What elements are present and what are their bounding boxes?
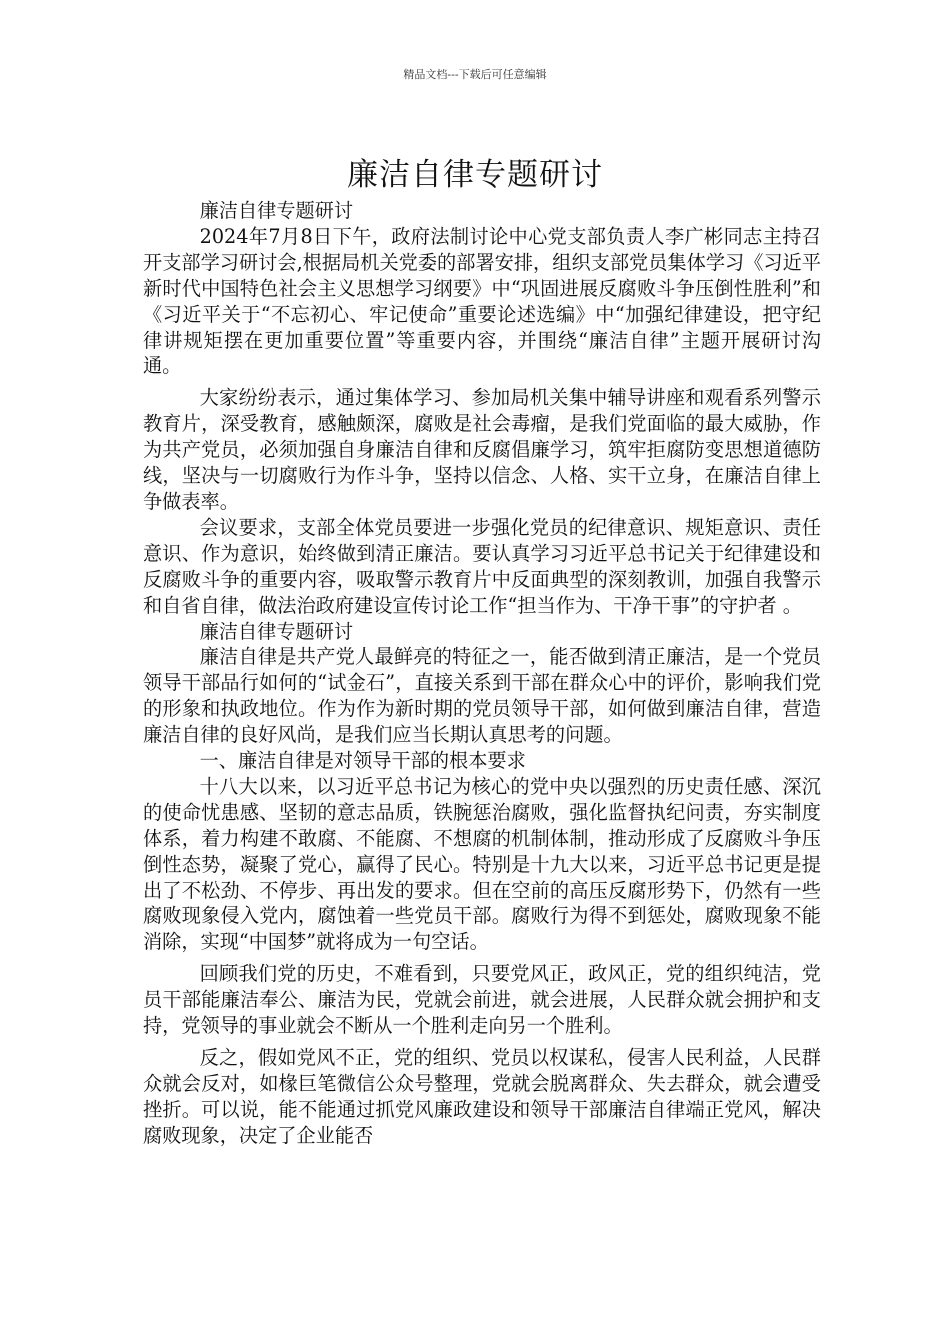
- paragraph-subtitle: 廉洁自律专题研讨: [199, 199, 354, 222]
- paragraph: 廉洁自律是共产党人最鲜亮的特征之一，能否做到清正廉洁，是一个党员领导干部品行如何的“试金石”，直接关系到干部在群众心中的评价，影响我们党的形象和执政地位。作为作为新时期的党员领导干部，如何做到廉洁自律，营造廉洁自律的良好风尚，是我们应当长期认真思考的问题。: [143, 645, 821, 747]
- document-body: [143, 198, 821, 1149]
- paragraph: 回顾我们党的历史，不难看到，只要党风正，政风正，党的组织纯洁，党员干部能廉洁奉公、廉洁为民，党就会前进，就会进展，人民群众就会拥护和支持，党领导的事业就会不断从一个胜利走向另一个胜利。: [143, 962, 821, 1038]
- section-heading: 一、廉洁自律是对领导干部的根本要求: [199, 749, 526, 773]
- paragraph: 大家纷纷表示，通过集体学习、参加局机关集中辅导讲座和观看系列警示教育片，深受教育，感触颇深，腐败是社会毒瘤，是我们党面临的最大威胁，作为共产党员，必须加强自身廉洁自律和反腐倡廉学习，筑牢拒腐防变思想道德防线，坚决与一切腐败行为作斗争，坚持以信念、人格、实干立身，在廉洁自律上争做表率。: [143, 386, 821, 513]
- paragraph: 会议要求，支部全体党员要进一步强化党员的纪律意识、规矩意识、责任意识、作为意识，始终做到清正廉洁。要认真学习习近平总书记关于纪律建设和反腐败斗争的重要内容，吸取警示教育片中反面典型的深刻教训，加强自我警示和自省自律，做法治政府建设宣传讨论工作“担当作为、干净干事”的守护者 。: [143, 515, 821, 617]
- paragraph: 2024年7月8日下午，政府法制讨论中心党支部负责人李广彬同志主持召开支部学习研讨会,根据局机关党委的部署安排，组织支部党员集体学习《习近平新时代中国特色社会主义思想学习纲要》中“巩固进展反腐败斗争压倒性胜利”和《习近平关于“不忘初心、牢记使命”重要论述选编》中“加强纪律建设，把守纪律讲规矩摆在更加重要位置”等重要内容，并围绕“廉洁自律”主题开展研讨沟通。: [143, 224, 821, 378]
- paragraph: 十八大以来，以习近平总书记为核心的党中央以强烈的历史责任感、深沉的使命忧患感、坚韧的意志品质，铁腕惩治腐败，强化监督执纪问责，夯实制度体系，着力构建不敢腐、不能腐、不想腐的机制体制，推动形成了反腐败斗争压倒性态势，凝聚了党心，赢得了民心。特别是十九大以来，习近平总书记更是提出了不松劲、不停步、再出发的要求。但在空前的高压反腐形势下，仍然有一些腐败现象侵入党内，腐蚀着一些党员干部。腐败行为得不到惩处，腐败现象不能消除，实现“中国梦”就将成为一句空话。: [143, 774, 821, 954]
- paragraph: 反之，假如党风不正，党的组织、党员以权谋私，侵害人民利益，人民群众就会反对，如椽巨笔微信公众号整理，党就会脱离群众、失去群众，就会遭受挫折。可以说，能不能通过抓党风廉政建设和领导干部廉洁自律端正党风，解决腐败现象，决定了企业能否: [143, 1046, 821, 1147]
- header-note: 精品文档---下载后可任意编辑: [403, 68, 547, 81]
- document-title: 廉洁自律专题研讨: [347, 156, 603, 193]
- paragraph-subtitle: 廉洁自律专题研讨: [199, 619, 354, 643]
